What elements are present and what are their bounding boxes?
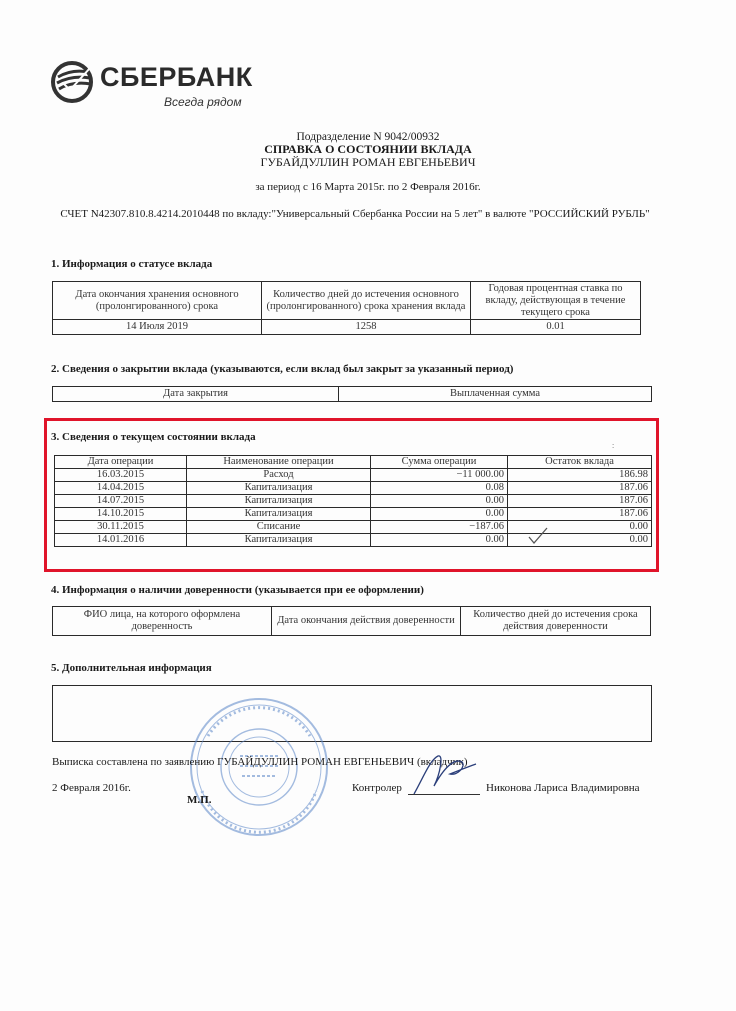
table-cell: 1258 bbox=[262, 320, 471, 335]
section2-title: 2. Сведения о закрытии вклада (указываются, если вклад был закрыт за указанный период) bbox=[51, 363, 514, 375]
table-header-cell: Количество дней до истечения основного (пролонгированного) срока хранения вклада bbox=[262, 282, 471, 320]
section5-title: 5. Дополнительная информация bbox=[51, 662, 212, 674]
table-cell: 0.00 bbox=[371, 534, 508, 547]
table-cell: −11 000.00 bbox=[371, 469, 508, 482]
table-cell: 0.00 bbox=[371, 508, 508, 521]
table-row bbox=[55, 534, 652, 547]
table-cell: 14 Июля 2019 bbox=[53, 320, 262, 335]
table-cell: 0.00 bbox=[508, 521, 652, 534]
division-number: Подразделение N 9042/00932 bbox=[296, 131, 440, 143]
table-header-cell: Наименование операции bbox=[187, 456, 371, 469]
client-name: ГУБАЙДУЛЛИН РОМАН ЕВГЕНЬЕВИЧ bbox=[260, 155, 476, 169]
table-header-cell: Дата закрытия bbox=[53, 387, 339, 402]
table-cell: 186.98 bbox=[508, 469, 652, 482]
table-cell: Капитализация bbox=[187, 534, 371, 547]
section3-title: 3. Сведения о текущем состоянии вклада bbox=[51, 431, 256, 443]
table-cell: 30.11.2015 bbox=[55, 521, 187, 534]
table-cell: 0.00 bbox=[371, 495, 508, 508]
statement-line: Выписка составлена по заявлению ГУБАЙДУЛЛИН РОМАН ЕВГЕНЬЕВИЧ (вкладчик) bbox=[52, 756, 468, 768]
table-cell: Капитализация bbox=[187, 482, 371, 495]
table-header-row bbox=[55, 456, 652, 469]
table-row bbox=[55, 469, 652, 482]
table-cell: 14.01.2016 bbox=[55, 534, 187, 547]
table-row bbox=[55, 482, 652, 495]
table-cell: 0.08 bbox=[371, 482, 508, 495]
seal-label: М.П. bbox=[187, 794, 212, 806]
document-title: СПРАВКА О СОСТОЯНИИ ВКЛАДА bbox=[264, 142, 472, 156]
table-cell: 16.03.2015 bbox=[55, 469, 187, 482]
table-cell: Списание bbox=[187, 521, 371, 534]
section4-title: 4. Информация о наличии доверенности (указывается при ее оформлении) bbox=[51, 584, 424, 596]
table-cell: 0.00 bbox=[508, 534, 652, 547]
table-header-row bbox=[53, 387, 652, 402]
table-cell: 187.06 bbox=[508, 508, 652, 521]
checkmark-icon bbox=[527, 526, 549, 546]
table-cell: 14.04.2015 bbox=[55, 482, 187, 495]
controller-label: Контролер bbox=[352, 782, 402, 794]
signature-icon bbox=[410, 746, 480, 801]
table-header-cell: Дата операции bbox=[55, 456, 187, 469]
table-cell: −187.06 bbox=[371, 521, 508, 534]
deposit-closure-table bbox=[52, 386, 652, 402]
table-row bbox=[53, 320, 641, 335]
account-line: СЧЕТ N42307.810.8.4214.2010448 по вкладу:"Универсальный Сбербанка России на 5 лет" в валюте "РОССИЙСКИЙ РУБЛЬ" bbox=[60, 208, 650, 220]
stray-mark: : bbox=[612, 441, 615, 450]
table-header-cell: ФИО лица, на которого оформлена доверенность bbox=[53, 607, 272, 636]
table-header-cell: Количество дней до истечения срока действия доверенности bbox=[461, 607, 651, 636]
section1-title: 1. Информация о статусе вклада bbox=[51, 258, 213, 270]
logo-tagline: Всегда рядом bbox=[164, 95, 242, 109]
table-header-cell: Дата окончания хранения основного (пролонгированного) срока bbox=[53, 282, 262, 320]
sberbank-logo bbox=[50, 60, 253, 115]
table-header-row bbox=[53, 282, 641, 320]
table-header-cell: Сумма операции bbox=[371, 456, 508, 469]
table-header-cell: Дата окончания действия доверенности bbox=[272, 607, 461, 636]
table-row bbox=[55, 508, 652, 521]
additional-info-box bbox=[52, 685, 652, 742]
table-row bbox=[55, 495, 652, 508]
table-cell: 0.01 bbox=[471, 320, 641, 335]
table-cell: 187.06 bbox=[508, 495, 652, 508]
table-cell: 14.10.2015 bbox=[55, 508, 187, 521]
operations-table bbox=[54, 455, 652, 547]
sberbank-logo-icon bbox=[50, 60, 94, 104]
table-cell: 14.07.2015 bbox=[55, 495, 187, 508]
table-header-row bbox=[53, 607, 651, 636]
deposit-status-table bbox=[52, 281, 641, 335]
logo-name: СБЕРБАНК bbox=[100, 62, 253, 92]
controller-name: Никонова Лариса Владимировна bbox=[486, 782, 640, 794]
table-header-cell: Годовая процентная ставка по вкладу, действующая в течение текущего срока bbox=[471, 282, 641, 320]
statement-date: 2 Февраля 2016г. bbox=[52, 782, 131, 794]
table-header-cell: Остаток вклада bbox=[508, 456, 652, 469]
table-cell: 187.06 bbox=[508, 482, 652, 495]
table-cell: Капитализация bbox=[187, 508, 371, 521]
table-header-cell: Выплаченная сумма bbox=[339, 387, 652, 402]
table-cell: Капитализация bbox=[187, 495, 371, 508]
table-cell: Расход bbox=[187, 469, 371, 482]
table-row bbox=[55, 521, 652, 534]
power-of-attorney-table bbox=[52, 606, 651, 636]
report-period: за период с 16 Марта 2015г. по 2 Февраля 2016г. bbox=[255, 181, 481, 193]
